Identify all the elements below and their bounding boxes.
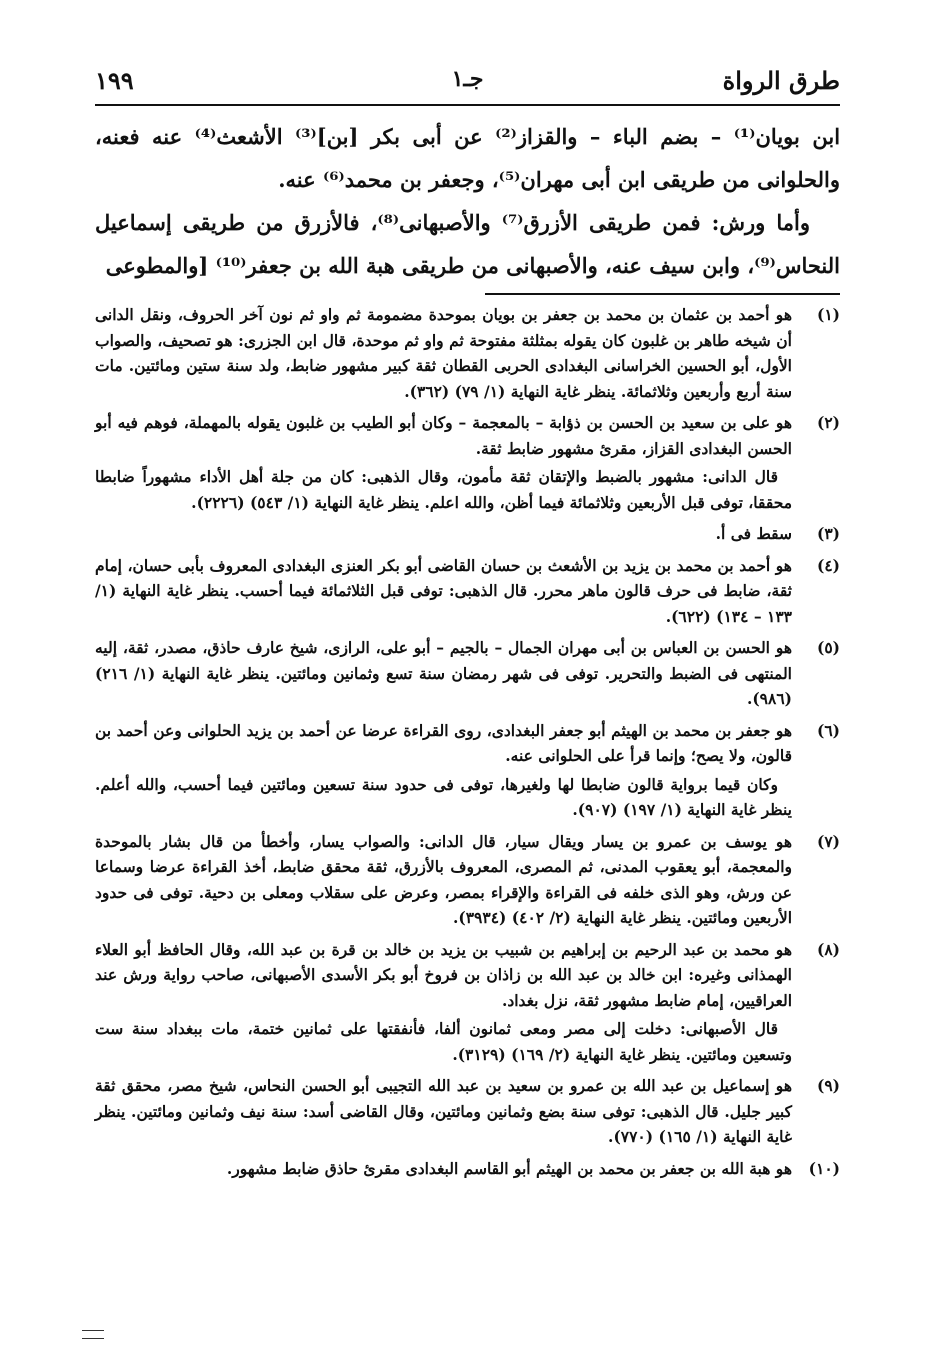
footnote	[95, 635, 840, 712]
footnote-number: (٧)	[816, 831, 840, 851]
footnote-text: وكان قيما برواية قالون ضابطا لها ولغيرها، توفى فى حدود سنة تسعين ومائتين فيما أحسب، والله أعلم. ينظر غاية النهاية (١/ ١٩٧) (٩٠٧).	[95, 774, 792, 819]
footnote-number: (٣)	[816, 524, 840, 543]
main-paragraph: ابن بويان⁽¹⁾ – بضم الباء – والقزاز⁽²⁾ عن أبى بكر [بن]⁽³⁾ الأشعث⁽⁴⁾ عنه فعنه، والحلوانى من طريقى ابن أبى مهران⁽⁵⁾، وجعفر بن محمد⁽⁶⁾ عنه.	[95, 124, 841, 192]
footnote-divider	[485, 293, 840, 295]
footnote-number: (٥)	[816, 638, 840, 657]
page-header	[95, 62, 840, 102]
footnote-number: (٦)	[816, 720, 840, 740]
running-title: طرق الرواة	[722, 66, 840, 95]
footnote-text: قال الأصبهانى: دخلت إلى مصر ومعى ثمانون ألفا، فأنفقتها على ثمانين ختمة، مات ببغداد سنة ست وتسعين ومائتين. ينظر غاية النهاية (٢/ ١٦٩) (٣١٢٩).	[95, 1019, 792, 1064]
footnote	[95, 302, 840, 404]
footnote-text: هو الحسن بن العباس بن أبى مهران الجمال – بالجيم – أبو على، الرازى، شيخ عارف حاذق، مصدر، ثقة، إليه المنتهى فى الضبط والتحرير. توفى فى شهر رمضان سنة تسع وثمانين ومائتين. ينظر غاية النهاية (١/ ٢١٦) (٩٨٦).	[95, 638, 792, 708]
main-paragraph: وأما ورش: فمن طريقى الأزرق⁽⁷⁾ والأصبهانى⁽⁸⁾، فالأزرق من طريقى إسماعيل النحاس⁽⁹⁾، وابن سيف عنه، والأصبهانى من طريقى هبة الله بن جعفر⁽¹⁰⁾ [والمطوعى	[95, 210, 840, 278]
footnote	[95, 1073, 840, 1150]
footnote-number: (١)	[816, 305, 840, 324]
footnote-number: (٩)	[816, 1076, 840, 1095]
footnote	[95, 1156, 840, 1182]
footnote-number: (٢)	[816, 413, 840, 432]
footnote-text: هو محمد بن عبد الرحيم بن إبراهيم بن شبيب بن يزيد بن خالد بن قرة بن عبد الله، وقال الحافظ أبو العلاء الهمذانى وغيره: ابن خالد بن عبد الله بن زاذان بن فروخ أبو بكر الأسدى الأصبهانى، صاحب رواية ورش عند العراقيين، إمام ضابط مشهور ثقة، نزل بغداد.	[95, 939, 792, 1010]
footnote-number: (٨)	[816, 939, 840, 959]
footnote	[95, 937, 840, 1068]
footnote	[95, 553, 840, 630]
footnote-text: هو إسماعيل بن عبد الله بن عمرو بن سعيد بن عبد الله التجيبى أبو الحسن النحاس، شيخ مصر، محقق ثقة كبير جليل. قال الذهبى: توفى سنة بضع وثمانين ومائتين، وقال القاضى أسد: سنة نيف وثمانين ومائتين. ينظر غاية النهاية (١/ ١٦٥) (٧٧٠).	[95, 1076, 792, 1146]
footnotes	[95, 302, 840, 1187]
footnote-text: هو أحمد بن محمد بن يزيد بن الأشعث بن حسان القاضى أبو بكر العنزى البغدادى المعروف بأبى حسان، إمام ثقة، ضابط فى حرف قالون ماهر محرر. قال الذهبى: توفى قبل الثلاثمائة فيما أحسب. ينظر غاية النهاية (١/ ١٣٣ – ١٣٤) (٦٢٢).	[95, 555, 792, 626]
footnote-text: هو يوسف بن عمرو بن يسار ويقال سيار، قال الدانى: والصواب يسار، وأخطأ من قال بشار بالموحدة والمعجمة، أبو يعقوب المدنى، ثم المصرى، المعروف بالأزرق، ثقة محقق ضابط، أخذ القراءة عرضا وسماعا عن ورش، وهو الذى خلفه فى القراءة والإقراء بمصر، وعرض على سقلاب ومعلى بن دحية. توفى فى حدود الأربعين ومائتين. ينظر غاية النهاية (٢/ ٤٠٢) (٣٩٣٤).	[95, 831, 792, 927]
footnote-text: هو على بن سعيد بن الحسن بن ذؤابة – بالمعجمة – وكان أبو الطيب بن غلبون يقوله بالمهملة، فوهم فيه أبو الحسن البغدادى القزاز، مقرئ مشهور ضابط ثقة.	[95, 413, 792, 458]
footnote-text: سقط فى أ.	[715, 524, 792, 543]
page-number: ١٩٩	[95, 66, 134, 95]
footnote	[95, 410, 840, 515]
footnote	[95, 829, 840, 931]
footnote	[95, 718, 840, 823]
footnote-text: قال الدانى: مشهور بالضبط والإتقان ثقة مأمون، وقال الذهبى: كان من جلة أهل الأداء مشهوراً ضابطا محققا، توفى قبل الأربعين وثلاثمائة فيما أظن، والله اعلم. ينظر غاية النهاية (١/ ٥٤٣) (٢٢٢٦).	[95, 467, 792, 512]
footnote-text: هو هبة الله بن جعفر بن محمد بن الهيثم أبو القاسم البغدادى مقرئ حاذق ضابط مشهور.	[226, 1158, 792, 1178]
footnote-number: (٤)	[816, 555, 840, 575]
main-text	[95, 115, 840, 287]
footnote	[95, 521, 840, 547]
margin-mark	[82, 1330, 104, 1339]
footnote-number: (١٠)	[808, 1158, 840, 1178]
volume-number: جـ١	[451, 66, 484, 92]
footnote-text: هو أحمد بن عثمان بن محمد بن جعفر بن بويان بموحدة مضمومة ثم واو ثم نون آخر الحروف، ونقل الدانى أن شيخه طاهر بن غلبون كان يقوله بمثلثة مفتوحة ثم واو ثم موحدة، قال ابن الجزرى: هو تصحيف، والصواب الأول، أبو الحسين الخراسانى البغدادى الحربى القطان ثقة كبير مشهور ضابط، ولد سنة ستين ومائتين. مات سنة أربع وأربعين وثلاثمائة. ينظر غاية النهاية (١/ ٧٩) (٣٦٢).	[95, 305, 792, 401]
header-divider	[95, 104, 840, 106]
footnote-text: هو جعفر بن محمد بن الهيثم أبو جعفر البغدادى، روى القراءة عرضا عن أحمد بن يزيد الحلوانى وعن أحمد بن قالون، ولا يصح؛ وإنما قرأ على الحلوانى عنه.	[95, 720, 792, 765]
